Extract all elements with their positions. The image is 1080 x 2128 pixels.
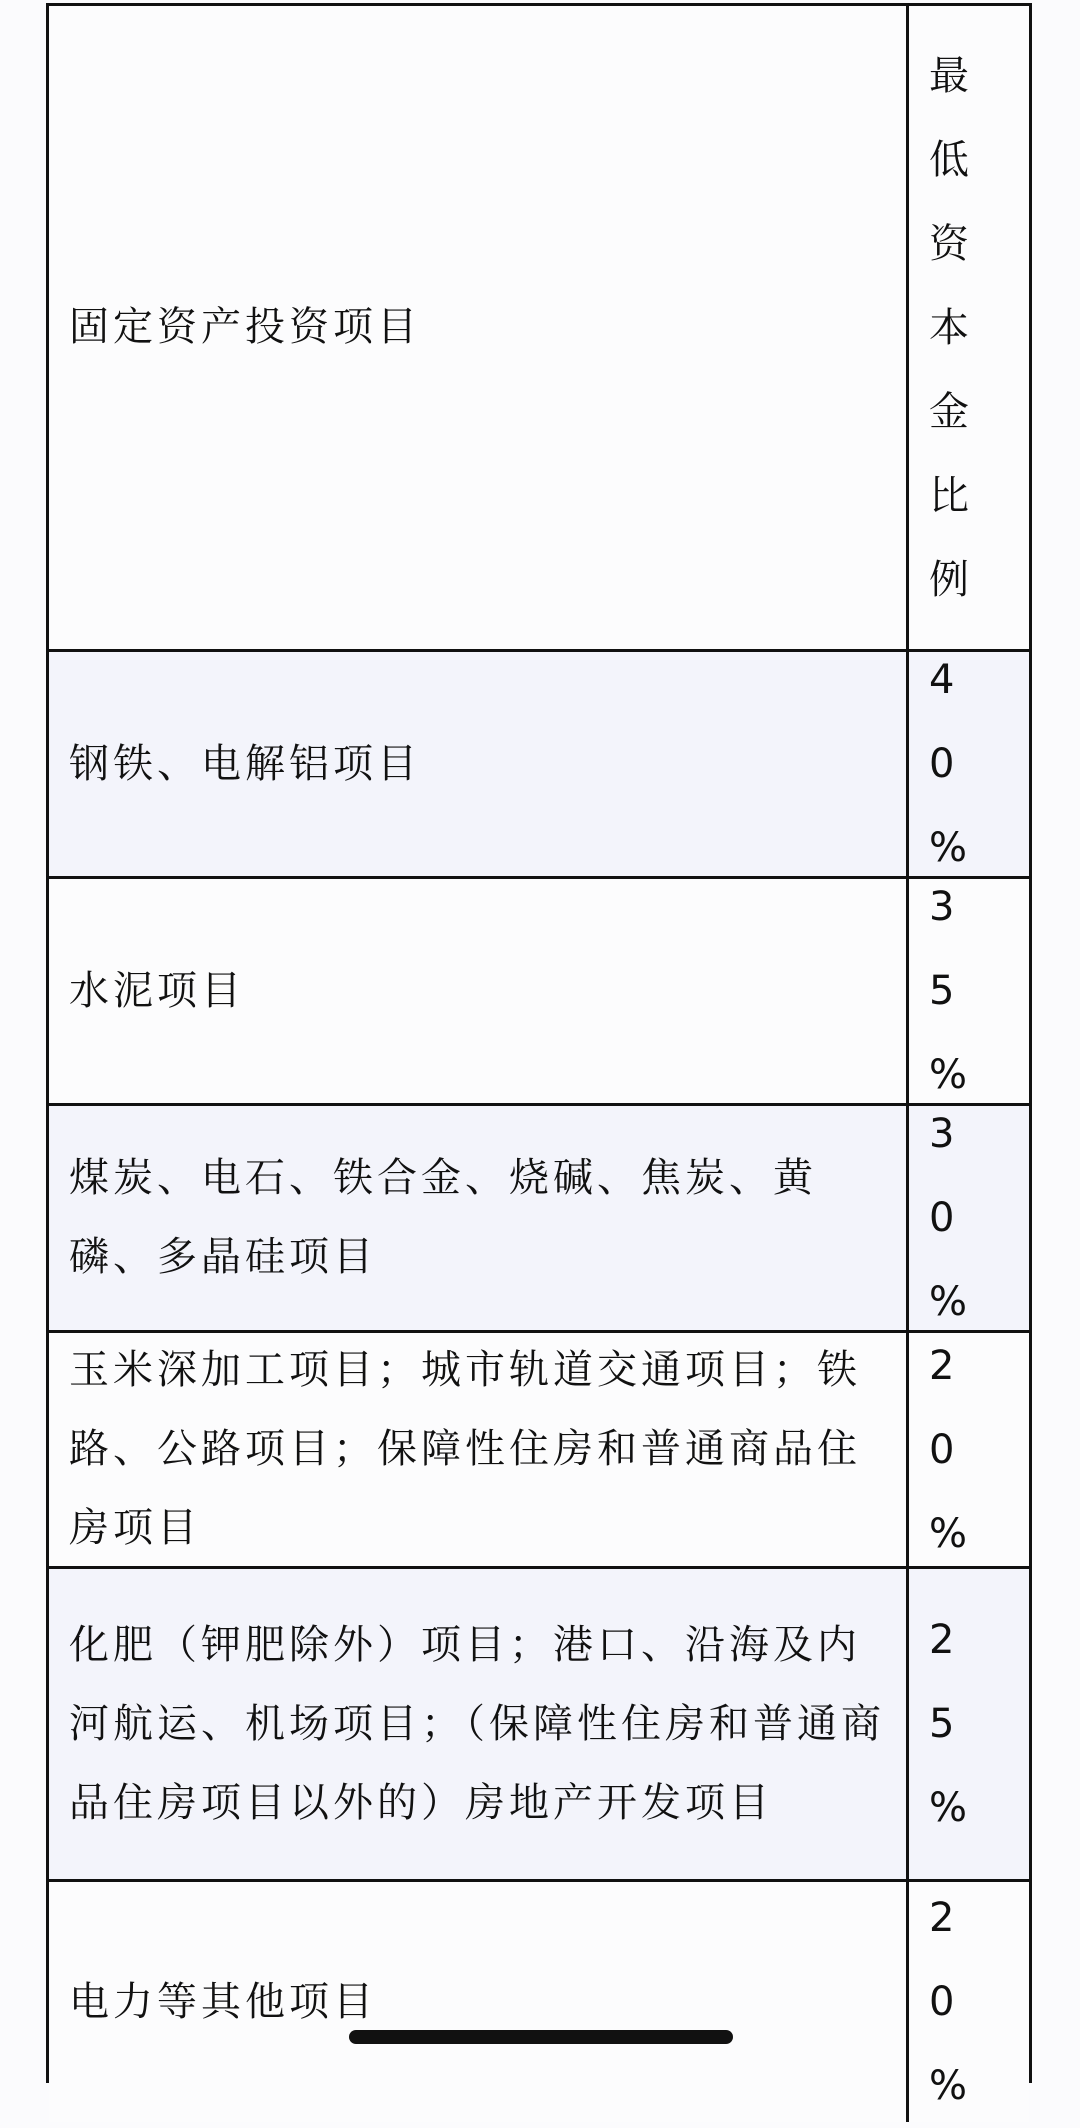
header-project-label: 固定资产投资项目 xyxy=(69,304,421,350)
project-text: 水泥项目 xyxy=(69,967,245,1014)
ratio-cell xyxy=(909,652,1029,876)
project-cell xyxy=(49,1882,909,2122)
project-cell xyxy=(49,652,909,876)
header-ratio-cell xyxy=(909,6,1029,649)
project-text: 玉米深加工项目；城市轨道交通项目；铁路、公路项目；保障性住房和普通商品住房项目 xyxy=(69,1347,861,1551)
ratio-cell xyxy=(909,1882,1029,2122)
project-cell xyxy=(49,1333,909,1566)
ratio-cell xyxy=(909,1333,1029,1566)
ratio-cell xyxy=(909,1106,1029,1330)
ratio-value: 35% xyxy=(929,884,971,1098)
project-text: 化肥（钾肥除外）项目；港口、沿海及内河航运、机场项目；（保障性住房和普通商品住房项目以外的）房地产开发项目 xyxy=(69,1621,885,1826)
project-cell xyxy=(49,1106,909,1330)
project-cell xyxy=(49,1569,909,1879)
table-row xyxy=(49,1106,1029,1333)
ratio-value: 30% xyxy=(929,1111,971,1325)
home-indicator-bar[interactable] xyxy=(349,2030,733,2044)
header-ratio-label: 最低资本金比例 xyxy=(929,52,972,603)
ratio-value: 25% xyxy=(929,1617,971,1831)
project-text: 煤炭、电石、铁合金、烧碱、焦炭、黄磷、多晶硅项目 xyxy=(69,1155,817,1280)
header-project-cell xyxy=(49,6,909,649)
project-cell xyxy=(49,879,909,1103)
table-row xyxy=(49,652,1029,879)
table-row xyxy=(49,879,1029,1106)
ratio-value: 20% xyxy=(929,1342,971,1557)
ratio-value: 40% xyxy=(929,657,971,871)
project-text: 钢铁、电解铝项目 xyxy=(69,740,421,787)
table-row xyxy=(49,1882,1029,2122)
ratio-cell xyxy=(909,879,1029,1103)
ratio-cell xyxy=(909,1569,1029,1879)
table-row xyxy=(49,1569,1029,1882)
table-row xyxy=(49,1333,1029,1569)
table-header-row xyxy=(49,6,1029,652)
project-text: 电力等其他项目 xyxy=(69,1978,377,2025)
capital-ratio-table xyxy=(46,3,1032,2109)
ratio-value: 20% xyxy=(929,1895,971,2109)
